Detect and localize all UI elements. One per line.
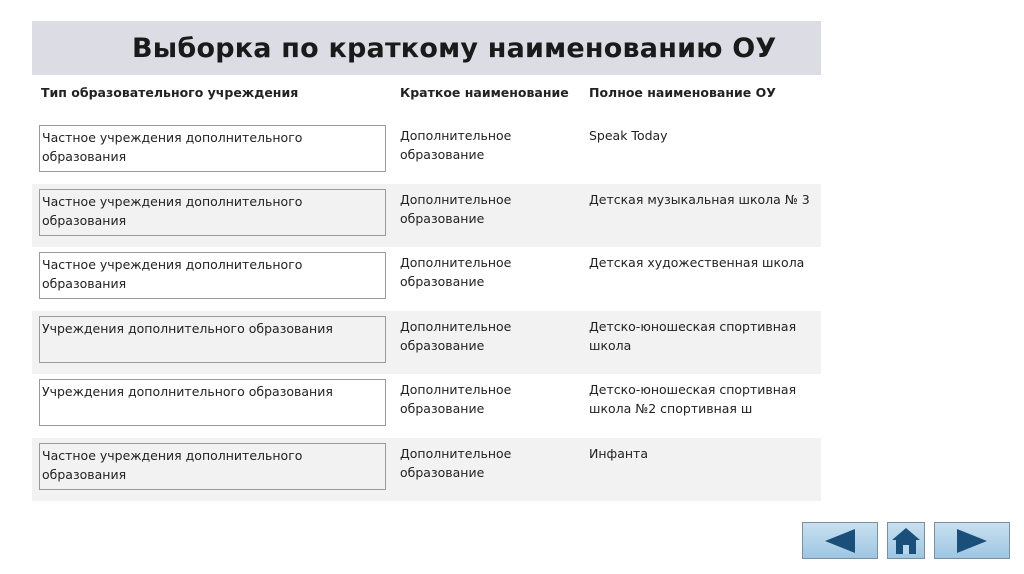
full-name: Инфанта [589, 445, 648, 461]
short-name: Дополнительное образование [400, 318, 512, 353]
report-row [32, 120, 821, 184]
arrow-right-icon [955, 528, 989, 554]
type-field[interactable]: Частное учреждения дополнительного образования [39, 189, 386, 236]
next-button[interactable] [934, 522, 1010, 559]
report-row [32, 184, 821, 248]
full-name: Детско-юношеская спортивная школа №2 спортивная ш [589, 382, 797, 416]
short-name: Дополнительное образование [400, 255, 512, 289]
prev-button[interactable] [802, 522, 878, 559]
arrow-left-icon [823, 528, 857, 554]
column-headers [32, 75, 821, 120]
type-field[interactable]: Частное учреждения дополнительного образования [39, 443, 386, 490]
title-bar [32, 21, 821, 75]
full-name: Детская музыкальная школа № 3 [589, 191, 810, 207]
home-icon [891, 527, 921, 555]
column-header-full: Полное наименование ОУ [589, 85, 776, 100]
report [32, 21, 821, 501]
type-field[interactable]: Учреждения дополнительного образования [39, 379, 386, 426]
report-row [32, 438, 821, 502]
full-name: Speak Today [589, 128, 668, 143]
short-name: Дополнительное образование [400, 128, 512, 162]
short-name: Дополнительное образование [400, 191, 512, 226]
full-name: Детско-юношеская спортивная школа [589, 318, 797, 353]
report-row [32, 374, 821, 438]
short-name: Дополнительное образование [400, 445, 512, 480]
report-title: Выборка по краткому наименованию ОУ [132, 32, 777, 64]
full-name: Детская художественная школа [589, 255, 805, 270]
type-field[interactable]: Частное учреждения дополнительного образования [39, 125, 386, 172]
column-header-short: Краткое наименование [400, 85, 569, 100]
report-rows [32, 120, 821, 501]
report-row [32, 311, 821, 375]
type-field[interactable]: Частное учреждения дополнительного образования [39, 252, 386, 299]
report-row [32, 247, 821, 311]
home-button[interactable] [887, 522, 925, 559]
short-name: Дополнительное образование [400, 382, 512, 416]
column-header-type: Тип образовательного учреждения [41, 85, 299, 100]
type-field[interactable]: Учреждения дополнительного образования [39, 316, 386, 363]
